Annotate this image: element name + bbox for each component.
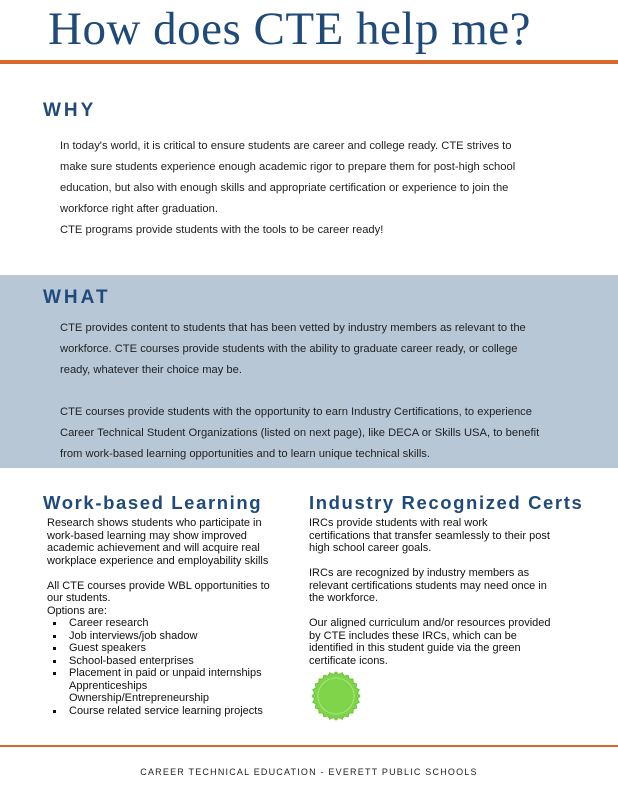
what-line: from work-based learning opportunities and to learn unique technical skills. [60,448,431,460]
wbl-options-label: Options are: [47,604,107,617]
bullet-icon [53,622,56,625]
why-line: CTE programs provide students with the tools to be career ready! [60,224,384,236]
what-line: CTE provides content to students that has been vetted by industry members as relevant to the [60,322,526,334]
bullet-icon [53,672,56,675]
what-line: workforce. CTE courses provide students with the ability to graduate career ready, or college [60,343,518,355]
bullet-icon [53,635,56,638]
why-paragraph [60,136,600,241]
irc-line: by CTE includes these IRCs, which can be [309,629,517,642]
irc-line: high school career goals. [309,542,432,554]
wbl-intro-line: academic achievement and will acquire real [47,542,260,554]
bullet-icon [53,710,56,713]
what-paragraph [60,318,605,465]
irc-line: identified in this student guide via the green [309,642,521,654]
what-heading: WHAT [43,287,111,308]
irc-content [309,517,599,667]
irc-line: certificate icons. [309,654,388,667]
list-item: Course related service learning projects [47,705,302,718]
what-line: Career Technical Student Organizations (listed on next page), like DECA or Skills USA, to benefit [60,427,540,439]
why-line: make sure students experience enough academic rigor to prepare them for post-high school [60,161,516,173]
wbl-heading: Work-based Learning [43,492,263,513]
footer-text: CAREER TECHNICAL EDUCATION - EVERETT PUBLIC SCHOOLS [140,767,478,777]
list-item: Career research [47,617,302,630]
list-item: Job interviews/job shadow [47,630,302,643]
list-item: Placement in paid or unpaid internships Apprenticeships Ownership/Entrepreneurship [47,667,302,705]
why-line: workforce right after graduation. [60,203,218,215]
irc-line: Our aligned curriculum and/or resources provided [309,617,551,629]
green-certificate-icon [311,671,361,721]
irc-line: certifications that transfer seamlessly to their post [309,529,550,542]
title-divider [0,60,618,64]
bullet-icon [53,660,56,663]
what-line [60,381,605,402]
wbl-intro-line: workplace experience and employability skills [47,554,269,567]
wbl-content [47,517,302,717]
footer-divider [0,745,618,747]
bullet-icon [53,647,56,650]
list-item: Guest speakers [47,642,302,655]
irc-heading: Industry Recognized Certs [309,492,584,513]
what-line: CTE courses provide students with the opportunity to earn Industry Certifications, to experience [60,406,532,418]
wbl-all-line: our students. [47,592,111,604]
why-heading: WHY [43,100,97,121]
wbl-intro-line: Research shows students who participate in [47,517,262,529]
what-line: ready, whatever their choice may be. [60,364,242,376]
irc-line: relevant certifications students may need once in [309,579,547,592]
wbl-options-list [47,617,302,717]
why-line: In today's world, it is critical to ensure students are career and college ready. CTE strives to [60,140,512,152]
why-line: education, but also with enough skills and appropriate certification or experience to join the [60,182,509,194]
wbl-all-line: All CTE courses provide WBL opportunities to [47,579,270,592]
irc-line: IRCs are recognized by industry members as [309,567,530,579]
list-item: School-based enterprises [47,655,302,668]
irc-line: IRCs provide students with real work [309,517,488,529]
irc-line: the workforce. [309,592,379,604]
wbl-intro-line: work-based learning may show improved [47,529,247,542]
page-title: How does CTE help me? [48,3,532,55]
